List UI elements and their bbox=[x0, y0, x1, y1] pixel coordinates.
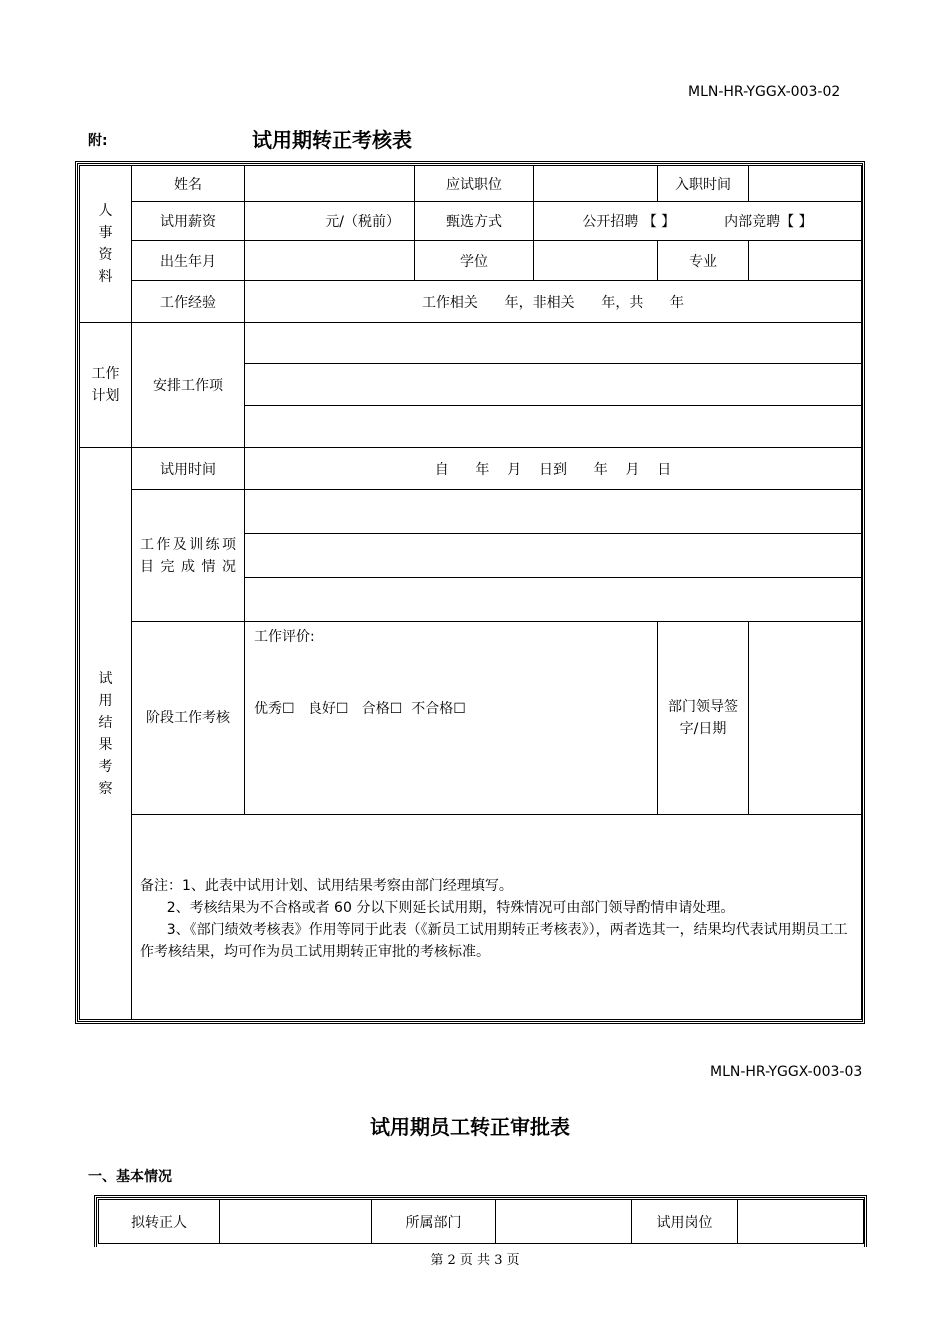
position-label: 应试职位 bbox=[415, 166, 534, 202]
selection-options[interactable] bbox=[534, 202, 862, 241]
experience-label: 工作经验 bbox=[132, 281, 245, 323]
completion-row[interactable] bbox=[245, 534, 862, 578]
evaluation-label: 工作评价: bbox=[254, 629, 315, 645]
public-recruit-option[interactable]: 公开招聘 【 】 bbox=[582, 214, 676, 230]
trial-post-label: 试用岗位 bbox=[632, 1200, 738, 1244]
page-footer: 第 2 页 共 3 页 bbox=[430, 1253, 520, 1268]
evaluation-options[interactable]: 优秀☐ 良好☐ 合格☐ 不合格☐ bbox=[254, 701, 466, 717]
name-label: 姓名 bbox=[132, 166, 245, 202]
major-label: 专业 bbox=[658, 241, 749, 281]
completion-row[interactable] bbox=[245, 490, 862, 534]
work-item-row[interactable] bbox=[245, 406, 862, 448]
candidate-field[interactable] bbox=[220, 1200, 372, 1244]
attach-label: 附: bbox=[88, 133, 108, 149]
trial-post-field[interactable] bbox=[738, 1200, 864, 1244]
candidate-label: 拟转正人 bbox=[99, 1200, 220, 1244]
form-title: 试用期转正考核表 bbox=[252, 128, 412, 152]
evaluation-cell[interactable] bbox=[245, 622, 658, 815]
name-field[interactable] bbox=[245, 166, 415, 202]
notes bbox=[132, 815, 862, 1020]
department-label: 所属部门 bbox=[372, 1200, 496, 1244]
approval-title: 试用期员工转正审批表 bbox=[370, 1115, 570, 1139]
salary-field[interactable]: 元/（税前） bbox=[245, 202, 415, 241]
work-item-row[interactable] bbox=[245, 323, 862, 364]
doc-code-1: MLN-HR-YGGX-003-02 bbox=[688, 84, 841, 100]
trial-result-section-label: 试用结果考察 bbox=[80, 448, 132, 1020]
department-field[interactable] bbox=[496, 1200, 632, 1244]
internal-recruit-option[interactable]: 内部竞聘【 】 bbox=[724, 214, 813, 230]
work-item-row[interactable] bbox=[245, 364, 862, 406]
degree-field[interactable] bbox=[534, 241, 658, 281]
personnel-section-label: 人事资料 bbox=[80, 166, 132, 323]
birth-label: 出生年月 bbox=[132, 241, 245, 281]
trial-period-field[interactable]: 自 年 月 日到 年 月 日 bbox=[245, 448, 862, 490]
entry-date-label: 入职时间 bbox=[658, 166, 749, 202]
leader-sign-label: 部门领导签字/日期 bbox=[658, 622, 749, 815]
doc-code-2: MLN-HR-YGGX-003-03 bbox=[710, 1064, 863, 1080]
note-line-1: 备注：1、此表中试用计划、试用结果考察由部门经理填写。 bbox=[140, 878, 513, 894]
stage-assessment-label: 阶段工作考核 bbox=[132, 622, 245, 815]
work-items-label: 安排工作项 bbox=[132, 323, 245, 448]
completion-row[interactable] bbox=[245, 578, 862, 622]
selection-label: 甄选方式 bbox=[415, 202, 534, 241]
position-field[interactable] bbox=[534, 166, 658, 202]
degree-label: 学位 bbox=[415, 241, 534, 281]
completion-label: 工作及训练项目完成情况 bbox=[132, 490, 245, 622]
entry-date-field[interactable] bbox=[749, 166, 862, 202]
assessment-form bbox=[79, 165, 862, 1020]
section-basic-info: 一、基本情况 bbox=[88, 1169, 172, 1185]
trial-period-label: 试用时间 bbox=[132, 448, 245, 490]
note-line-3: 3、《部门绩效考核表》作用等同于此表（《新员工试用期转正考核表》），两者选其一，结果均代表试用期员工工作考核结果，均可作为员工试用期转正审批的考核标准。 bbox=[140, 922, 848, 960]
work-plan-section-label: 工作计划 bbox=[80, 323, 132, 448]
note-line-2: 2、考核结果为不合格或者 60 分以下则延长试用期，特殊情况可由部门领导酌情申请处理。 bbox=[140, 900, 735, 916]
birth-field[interactable] bbox=[245, 241, 415, 281]
leader-sign-field[interactable] bbox=[749, 622, 862, 815]
experience-field[interactable]: 工作相关 年，非相关 年，共 年 bbox=[245, 281, 862, 323]
salary-label: 试用薪资 bbox=[132, 202, 245, 241]
approval-form bbox=[98, 1199, 864, 1244]
major-field[interactable] bbox=[749, 241, 862, 281]
